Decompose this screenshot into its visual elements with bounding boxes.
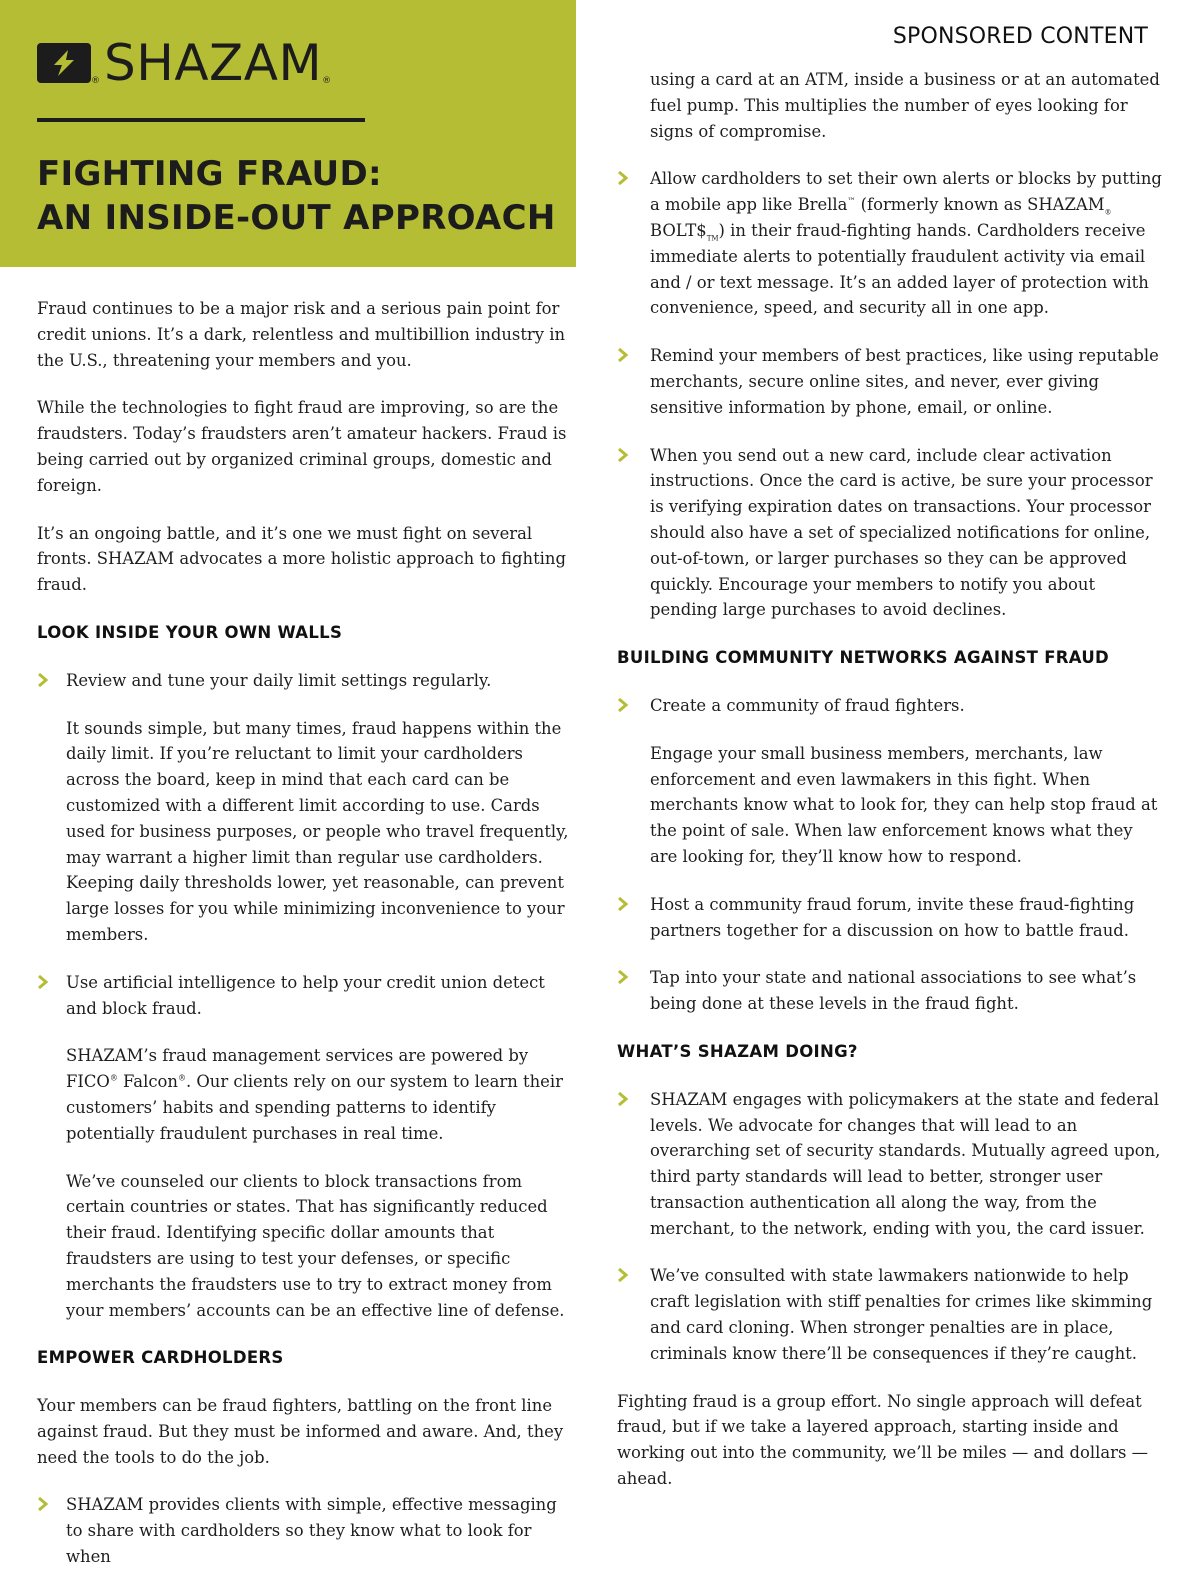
bullet-text: Use artificial intelligence to help your credit union detect and block fraud. — [66, 972, 545, 1018]
left-column — [37, 296, 577, 1570]
logo-wordmark: SHAZAM — [104, 34, 323, 92]
bullet-text: Create a community of fraud fighters. — [650, 695, 965, 715]
intro-paragraph-2: While the technologies to fight fraud are improving, so are the fraudsters. Today’s fraudsters aren’t amateur hackers. Fraud is being carried out by organized criminal groups, domestic and foreign. — [37, 398, 567, 495]
bullet-text: Remind your members of best practices, like using reputable merchants, secure online sites, and never, ever giving sensitive information by phone, email, or online. — [650, 346, 1159, 417]
bullet-body: We’ve counseled our clients to block transactions from certain countries or states. That has significantly reduced their fraud. Identifying specific dollar amounts that fraudsters are using to test your defenses, or specific merchants the fraudsters use to try to extract money from your members’ accounts can be an effective line of defense. — [66, 1171, 565, 1320]
closing-paragraph: Fighting fraud is a group effort. No single approach will defeat fraud, but if we take a layered approach, starting inside and working out into the community, we’ll be miles — and dollars — ahead. — [617, 1391, 1148, 1489]
intro-paragraph-3: It’s an ongoing battle, and it’s one we must fight on several fronts. SHAZAM advocates a more holistic approach to fighting fraud. — [37, 523, 566, 595]
chevron-right-icon — [617, 1267, 629, 1283]
chevron-right-icon — [617, 697, 629, 713]
list-item — [617, 1263, 1165, 1366]
bullet-text: Review and tune your daily limit settings regularly. — [66, 670, 492, 690]
header-divider — [37, 118, 365, 122]
list-item — [617, 965, 1165, 1017]
chevron-right-icon — [617, 1091, 629, 1107]
bullet-body: SHAZAM’s fraud management services are powered by FICO® Falcon®. Our clients rely on our system to learn their customers’ habits and spending patterns to identify potentially fraudulent purchases in real time. — [66, 1046, 563, 1143]
chevron-right-icon — [617, 896, 629, 912]
bullet-text: We’ve consulted with state lawmakers nationwide to help craft legislation with stiff penalties for crimes like skimming and card cloning. When stronger penalties are in place, criminals know there’ll be consequences if they’re caught. — [650, 1266, 1153, 1363]
shazam-logo — [37, 34, 332, 92]
chevron-right-icon — [617, 969, 629, 985]
section-heading-empower: EMPOWER CARDHOLDERS — [37, 1348, 284, 1368]
intro-paragraph-1: Fraud continues to be a major risk and a serious pain point for credit unions. It’s a dark, relentless and multibillion industry in the U.S., threatening your members and you. — [37, 299, 566, 370]
chevron-right-icon — [37, 1496, 49, 1512]
bullet-body: Engage your small business members, merchants, law enforcement and even lawmakers in this fight. When merchants know what to look for, they can help stop fraud at the point of sale. When law enforcement knows what they are looking for, they’ll know how to respond. — [650, 743, 1158, 866]
section-heading-doing: WHAT’S SHAZAM DOING? — [617, 1041, 858, 1061]
list-item — [617, 892, 1165, 944]
list-item — [617, 1087, 1165, 1242]
bullet-text: SHAZAM engages with policymakers at the state and federal levels. We advocate for changes that will lead to an overarching set of security standards. Mutually agreed upon, third party standards will lead to better, stronger user transaction authentication all along the way, from the merchant, to the network, ending with you, the card issuer. — [650, 1089, 1161, 1238]
chevron-right-icon — [617, 347, 629, 363]
list-item — [617, 443, 1165, 624]
bullet-text: When you send out a new card, include clear activation instructions. Once the card is active, be sure your processor is verifying expiration dates on transactions. Your processor should also have a set of specialized notifications for online, out-of-town, or larger purchases so they can be approved quickly. Encourage your members to notify you about pending large purchases to avoid declines. — [650, 445, 1153, 620]
sponsored-label: SPONSORED CONTENT — [892, 24, 1148, 49]
right-column — [617, 67, 1165, 1492]
bullet-text: Host a community fraud forum, invite these fraud-fighting partners together for a discussion on how to battle fraud. — [650, 894, 1135, 940]
list-item — [37, 1492, 577, 1569]
chevron-right-icon — [37, 974, 49, 990]
chevron-right-icon — [617, 170, 629, 186]
chevron-right-icon — [37, 672, 49, 688]
page-title — [37, 152, 556, 240]
bullet-text: Tap into your state and national associations to see what’s being done at these levels in the fraud fight. — [650, 968, 1137, 1014]
empower-intro: Your members can be fraud fighters, battling on the front line against fraud. But they must be informed and aware. And, they need the tools to do the job. — [37, 1396, 564, 1467]
section-heading-community: BUILDING COMMUNITY NETWORKS AGAINST FRAUD — [617, 648, 1110, 668]
list-item — [617, 343, 1165, 420]
bullet-body: It sounds simple, but many times, fraud happens within the daily limit. If you’re reluctant to limit your cardholders across the board, keep in mind that each card can be customized with a different limit according to use. Cards used for business purposes, or people who travel frequently, may warrant a higher limit than regular use cardholders. Keeping daily thresholds lower, yet reasonable, can prevent large losses for you while minimizing inconvenience to your members. — [66, 718, 569, 944]
title-line-1: FIGHTING FRAUD: — [37, 154, 382, 194]
section-heading-inside: LOOK INSIDE YOUR OWN WALLS — [37, 622, 343, 642]
list-item — [37, 970, 577, 1022]
list-item — [617, 693, 1165, 719]
bullet-text: SHAZAM provides clients with simple, effective messaging to share with cardholders so they know what to look for when — [66, 1495, 557, 1567]
lightning-bolt-icon — [37, 43, 91, 83]
chevron-right-icon — [617, 447, 629, 463]
list-item — [617, 166, 1165, 321]
bullet-text: Allow cardholders to set their own alerts or blocks by putting a mobile app like Brella™ (formerly known as $SHAZAM_®$ $BOLT\$_{TM}$) in their fraud-fighting hands. Cardholders receive immediate alerts to potentially fraudulent activity via email and / or text message. It’s an added layer of protection with convenience, speed, and security all in one app. — [650, 169, 1162, 318]
title-line-2: AN INSIDE-OUT APPROACH — [37, 198, 556, 238]
list-item — [37, 668, 577, 694]
header-banner — [0, 0, 576, 267]
logo-mark-registered: ® — [91, 76, 100, 86]
bullet-continued: using a card at an ATM, inside a business or at an automated fuel pump. This multiplies the number of eyes looking for signs of compromise. — [650, 70, 1160, 141]
logo-registered: ® — [322, 76, 332, 86]
